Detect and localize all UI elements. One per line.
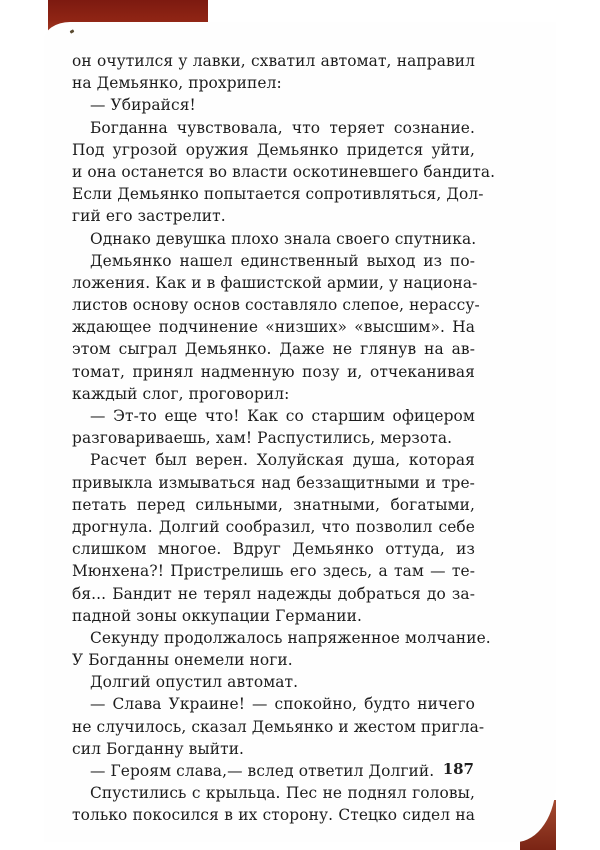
text-line: падной зоны оккупации Германии.: [72, 606, 363, 625]
text-line: Спустились с крыльца. Пес не поднял головы,: [90, 784, 475, 803]
text-line: слишком многое. Вдруг Демьянко оттуда, из: [72, 540, 475, 559]
text-line: он очутился у лавки, схватил автомат, направил: [72, 52, 475, 70]
page-number: 187: [442, 760, 474, 778]
text-line: Однако девушка плохо знала своего спутника.: [90, 229, 477, 248]
text-line: этом сыграл Демьянко. Даже не глянув на ав-: [72, 340, 475, 359]
page-body-text: [72, 50, 496, 827]
text-line: — Убирайся!: [90, 96, 196, 115]
text-line: разговариваешь, хам! Распустились, мерзота.: [72, 429, 453, 448]
text-line: бя... Бандит не терял надежды добраться до за-: [72, 584, 475, 603]
text-line: Расчет был верен. Холуйская душа, которая: [90, 451, 475, 470]
text-line: Богданна чувствовала, что теряет сознание.: [90, 118, 475, 137]
text-line: привыкла измываться над беззащитными и тре-: [72, 473, 475, 492]
text-line: сил Богданну выйти.: [72, 739, 245, 758]
text-line: Мюнхена?! Пристрелишь его здесь, а там — те-: [72, 562, 475, 581]
text-line: не случилось, сказал Демьянко и жестом пригла-: [72, 717, 485, 736]
text-line: гий его застрелит.: [72, 207, 226, 226]
text-line: листов основу основ составляло слепое, нерассу-: [72, 296, 480, 315]
text-line: ждающее подчинение «низших» «высшим». На: [72, 318, 475, 337]
text-line: — Героям слава,— вслед ответил Долгий.: [90, 762, 435, 780]
text-line: — Слава Украине! — спокойно, будто ничего: [90, 695, 475, 714]
text-line: Демьянко нашел единственный выход из по-: [90, 251, 475, 270]
text-line: дрогнула. Долгий сообразил, что позволил себе: [72, 517, 475, 536]
text-line: томат, принял надменную позу и, отчеканивая: [72, 362, 475, 381]
text-line: и она останется во власти оскотиневшего бандита.: [72, 162, 496, 181]
text-line: Если Демьянко попытается сопротивляться, Дол-: [72, 185, 484, 204]
text-line: петать перед сильными, знатными, богатыми,: [72, 495, 475, 514]
text-line: ложения. Как и в фашистской армии, у национа-: [72, 273, 478, 292]
text-line: — Эт-то еще что! Как со старшим офицером: [90, 407, 475, 425]
text-line: каждый слог, проговорил:: [72, 384, 290, 403]
text-line: Долгий опустил автомат.: [90, 673, 299, 692]
text-line: на Демьянко, прохрипел:: [72, 74, 282, 93]
text-line: Секунду продолжалось напряженное молчание.: [90, 628, 491, 647]
text-line: У Богданны онемели ноги.: [72, 651, 293, 670]
text-line: Под угрозой оружия Демьянко придется уйти,: [72, 140, 475, 159]
text-line: только покосился в их сторону. Стецко сидел на: [72, 806, 475, 825]
